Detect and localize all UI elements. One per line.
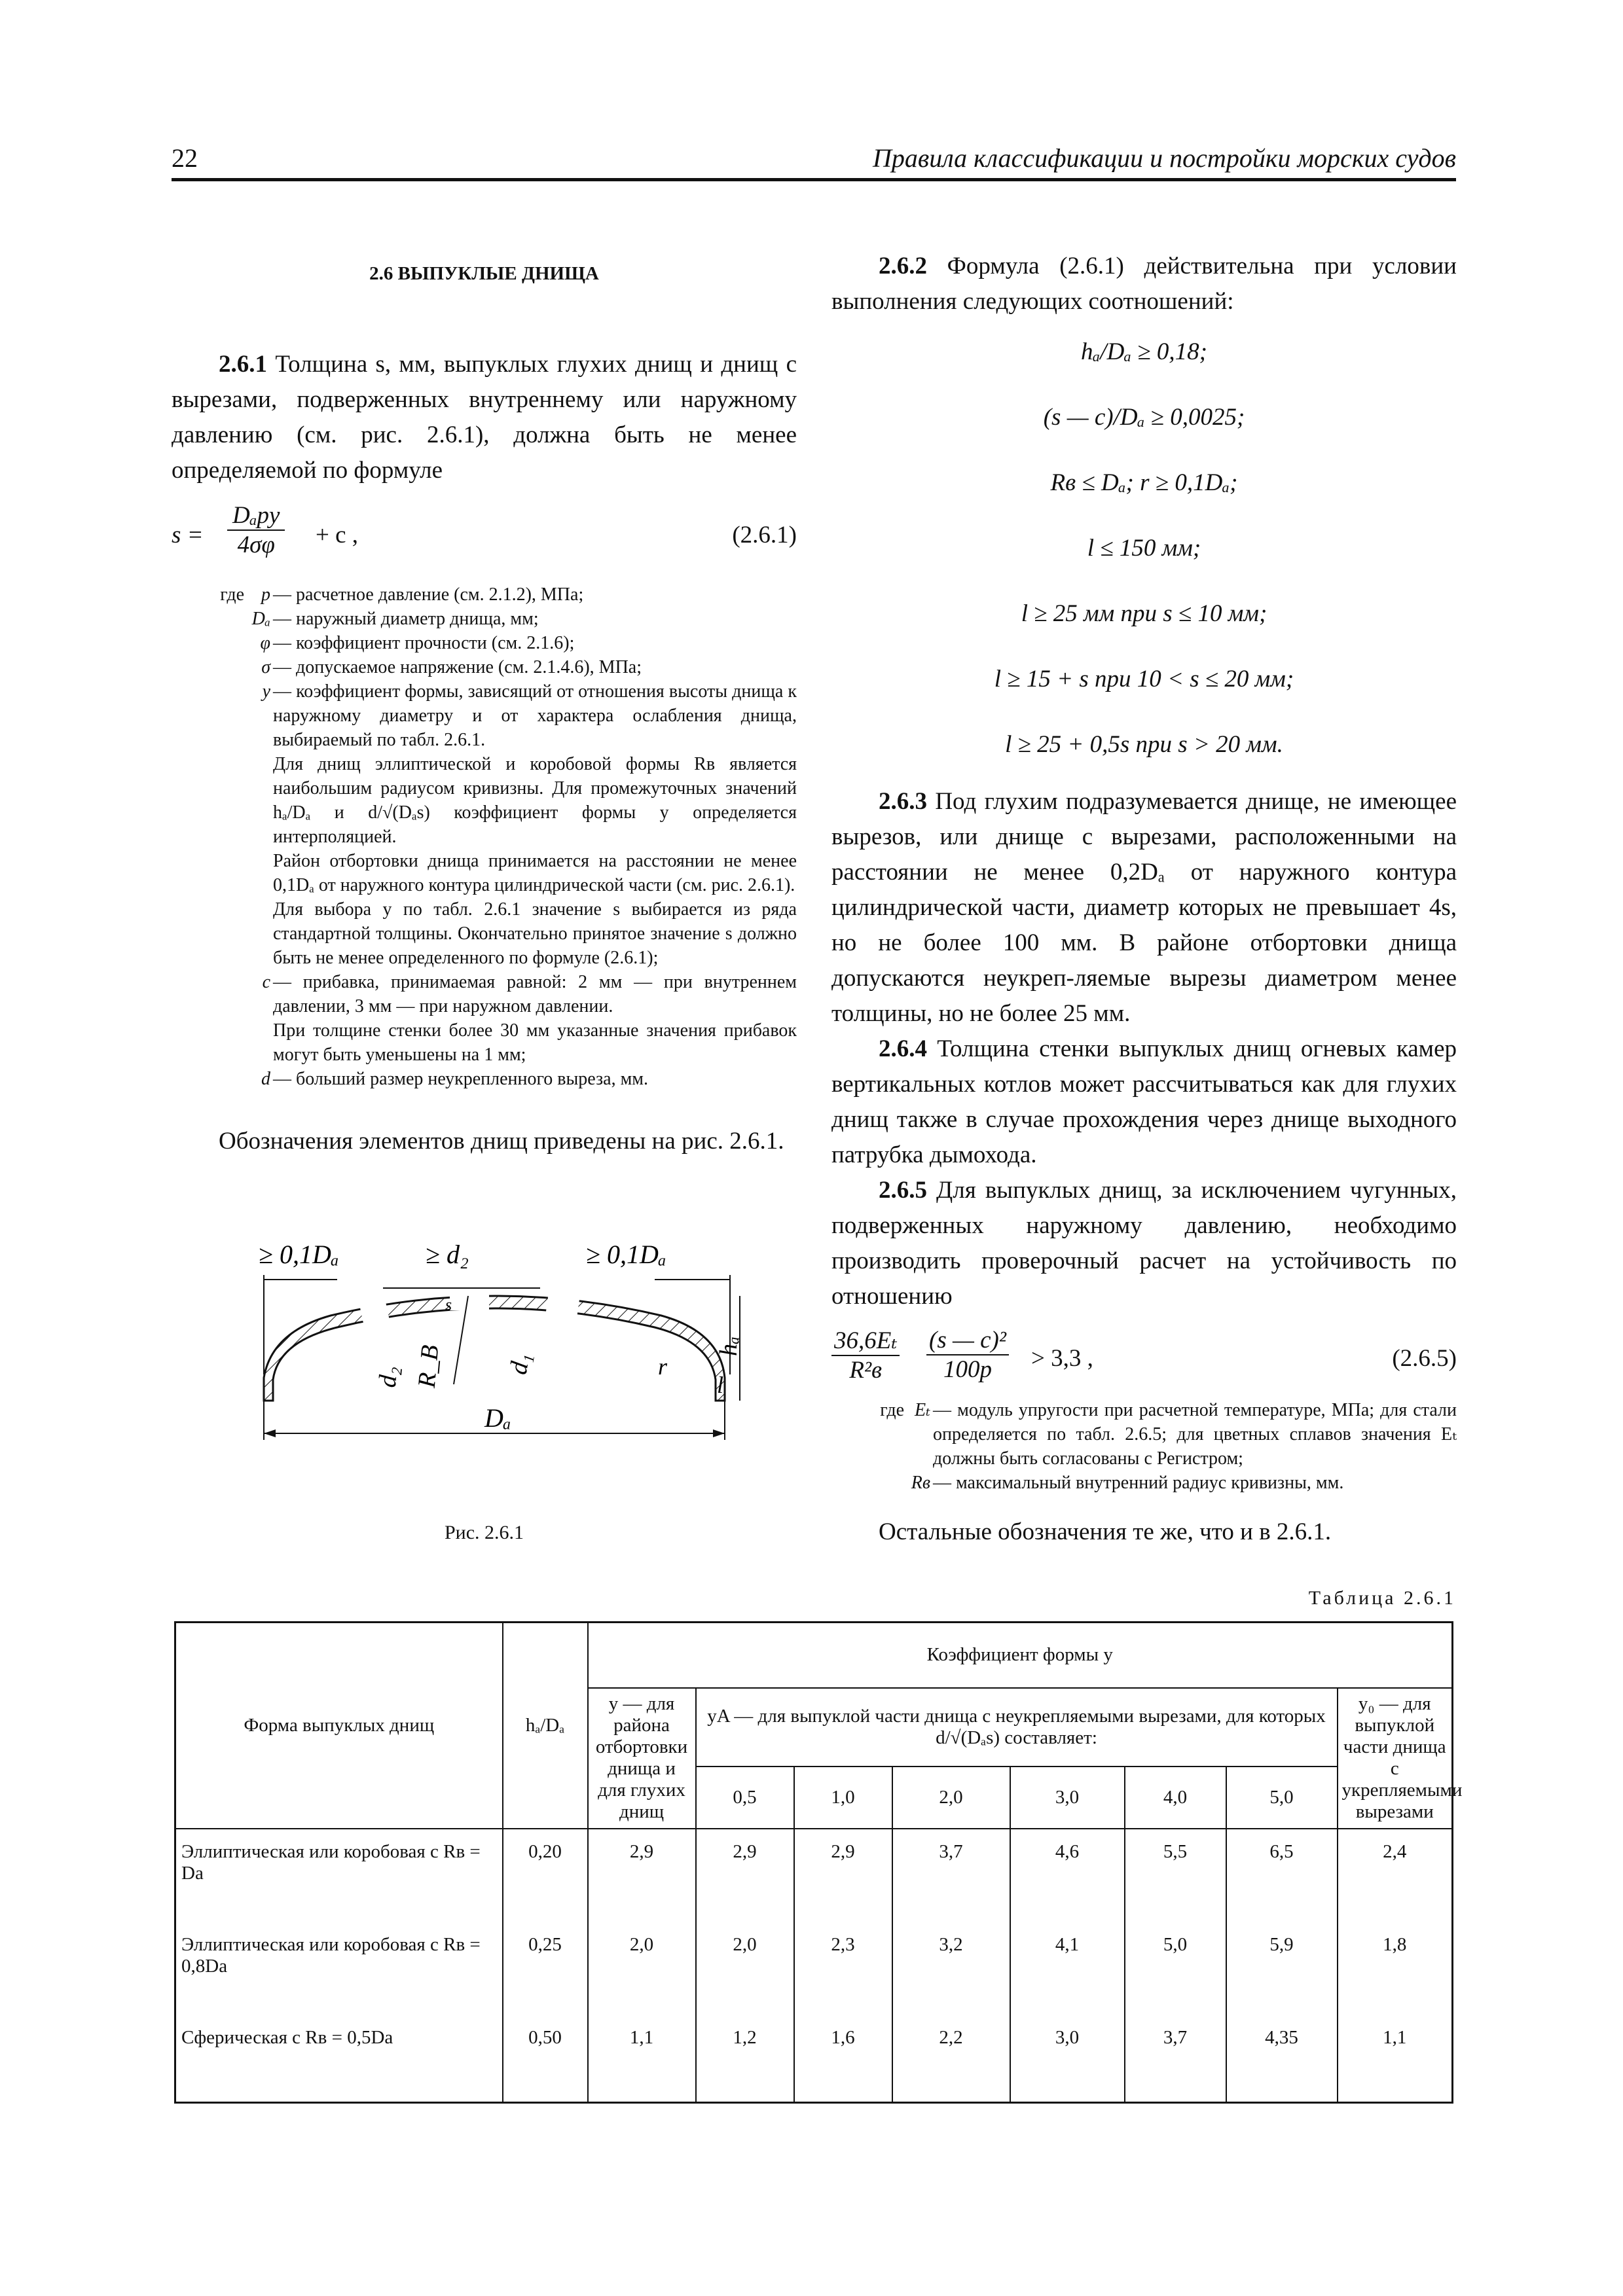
right-column	[831, 249, 1457, 1550]
header-ratio: hₐ/Dₐ	[503, 1623, 588, 1829]
cell-ya: 6,5	[1226, 1829, 1338, 1922]
formula-relation: > 3,3 ,	[1031, 1345, 1093, 1372]
legend-text: Район отбортовки днища принимается на расстоянии не менее 0,1Dₐ от наружного контура цилиндрической части (см. рис. 2.6.1).	[273, 851, 797, 895]
legend-symbol: Dₐ	[251, 609, 270, 629]
condition-item: (s — c)/Dₐ ≥ 0,0025;	[1043, 404, 1245, 431]
header-y: y — для района отбортовки днища и для глухих днищ	[588, 1688, 696, 1829]
dim-label-top-mid: ≥ d₂	[426, 1240, 469, 1269]
formula-fraction	[227, 501, 285, 559]
formula-numerator: 36,6Eₜ	[831, 1326, 900, 1356]
legend-lead-group	[831, 1471, 933, 1495]
legend-lead	[179, 631, 244, 655]
formula-fraction-1	[831, 1326, 900, 1384]
paragraph-2-6-4	[831, 1031, 1457, 1173]
shape-coefficient-table	[174, 1621, 1463, 2104]
legend-symbol	[244, 752, 273, 849]
header-ratio-value: 0,5	[696, 1767, 794, 1829]
cutout-top	[450, 1291, 489, 1310]
legend-text: — коэффициент прочности (см. 2.1.6);	[273, 633, 575, 653]
cell-ya: 4,6	[1010, 1829, 1125, 1922]
paragraph-text: Толщина стенки выпуклых днищ огневых камер вертикальных котлов может рассчитываться как для глухих днищ также в случае прохождения через днище выходного патрубка дымохода.	[831, 1035, 1457, 1168]
head-section	[264, 1296, 725, 1401]
left-column	[172, 249, 797, 1159]
legend-lead-group	[172, 583, 273, 607]
legend-lead-group	[172, 897, 273, 970]
cell-form: Эллиптическая или коробовая с Rв = Dа	[175, 1829, 503, 1922]
cell-y0: 2,4	[1338, 1829, 1453, 1922]
legend-item	[172, 655, 797, 679]
formula-numerator: Dₐpy	[227, 501, 285, 531]
formula-denominator: R²в	[849, 1357, 883, 1384]
header-ratio-value: 5,0	[1226, 1767, 1338, 1829]
paragraph-text: Формула (2.6.1) действительна при условии выполнения следующих соотношений:	[831, 253, 1457, 315]
rb-label: R_B	[412, 1344, 445, 1390]
cell-ratio: 0,50	[503, 2015, 588, 2103]
legend-symbol: σ	[261, 657, 270, 677]
legend-lead: где	[220, 584, 244, 605]
r-label: r	[658, 1354, 668, 1380]
cell-ratio: 0,25	[503, 1922, 588, 2015]
legend-text: — больший размер неукрепленного выреза, мм.	[273, 1069, 649, 1089]
legend-lead-group	[172, 1018, 273, 1067]
legend-lead	[179, 1018, 244, 1067]
legend-text: Для днищ эллиптической и коробовой формы Rв является наибольшим радиусом кривизны. Для промежуточных значений hₐ/Dₐ и d/√(Dₐs) коэффициент формы y определяется интерполяцией.	[273, 754, 797, 847]
formula-numerator: (s — c)²	[926, 1326, 1009, 1355]
legend-lead	[179, 1067, 244, 1091]
table-row	[175, 2015, 1453, 2103]
formula-denominator: 4σφ	[237, 531, 275, 558]
formula-number: (2.6.1)	[732, 522, 797, 548]
formula-2-6-1	[172, 501, 797, 573]
formula-plus: + c ,	[316, 522, 359, 548]
header-rule	[172, 178, 1456, 181]
legend-lead	[179, 655, 244, 679]
legend-item	[172, 607, 797, 631]
legend-lead-group	[172, 752, 273, 849]
legend-lead	[839, 1471, 904, 1495]
paragraph-number: 2.6.5	[879, 1177, 927, 1204]
legend-symbol: Eₜ	[914, 1400, 930, 1420]
cell-y0: 1,8	[1338, 1922, 1453, 2015]
section-title: 2.6 ВЫПУКЛЫЕ ДНИЩА	[369, 263, 599, 284]
condition-item: hₐ/Dₐ ≥ 0,18;	[1080, 338, 1208, 365]
paragraph-text: Толщина s, мм, выпуклых глухих днищ и днищ с вырезами, подверженных внутреннему или наружному давлению (см. рис. 2.6.1), должна быть не менее определяемой по формуле	[172, 351, 797, 484]
paragraph-2-6-3	[831, 784, 1457, 1031]
legend-item	[172, 752, 797, 849]
header-ratio-value: 1,0	[794, 1767, 892, 1829]
elements-paragraph: Обозначения элементов днищ приведены на рис. 2.6.1.	[219, 1128, 784, 1155]
condition-item: l ≥ 25 мм при s ≤ 10 мм;	[1021, 600, 1267, 627]
legend-item	[172, 1067, 797, 1091]
legend-lead-group	[172, 970, 273, 1018]
page-number: 22	[172, 143, 198, 173]
cell-ya: 3,0	[1010, 2015, 1125, 2103]
cell-ya: 5,5	[1125, 1829, 1226, 1922]
cell-ya: 2,0	[696, 1922, 794, 2015]
paragraph-2-6-5	[831, 1173, 1457, 1314]
legend-lead-group	[172, 849, 273, 897]
conditions-list	[831, 319, 1457, 778]
cell-ya: 3,7	[892, 1829, 1010, 1922]
cell-ya: 4,35	[1226, 2015, 1338, 2103]
paragraph-number: 2.6.2	[879, 253, 927, 279]
legend-text: — модуль упругости при расчетной температуре, МПа; для стали определяется по табл. 2.6.5; для цветных сплавов значения Eₜ должны быть согласованы с Регистром;	[933, 1400, 1457, 1469]
legend-item	[172, 631, 797, 655]
arrowhead	[264, 1429, 276, 1437]
cutout-d2	[359, 1300, 390, 1331]
header-coefficient: Коэффициент формы y	[588, 1623, 1453, 1688]
legend-item	[172, 849, 797, 897]
paragraph-2-6-2	[831, 249, 1457, 319]
legend-item	[172, 583, 797, 607]
legend-symbol: Rв	[911, 1473, 930, 1493]
header-form: Форма выпуклых днищ	[175, 1623, 503, 1829]
legend-item	[172, 970, 797, 1018]
cell-ya: 5,0	[1125, 1922, 1226, 2015]
formula-legend	[172, 583, 797, 1091]
thickness-label: s	[445, 1295, 452, 1314]
cell-ya: 4,1	[1010, 1922, 1125, 2015]
header-ratio-value: 2,0	[892, 1767, 1010, 1829]
cell-ya: 2,9	[794, 1829, 892, 1922]
legend-symbol: d	[261, 1069, 270, 1089]
legend-lead	[179, 752, 244, 849]
legend-symbol: p	[261, 584, 270, 605]
paragraph-number: 2.6.1	[219, 351, 267, 378]
cell-ya: 2,2	[892, 2015, 1010, 2103]
legend-lead-group	[172, 679, 273, 752]
legend-lead: где	[880, 1400, 904, 1420]
cell-ya: 2,9	[696, 1829, 794, 1922]
dim-label-top-left: ≥ 0,1Dₐ	[259, 1240, 339, 1269]
table-row	[175, 1829, 1453, 1922]
l-label: l	[717, 1372, 724, 1398]
legend-text: — прибавка, принимаемая равной: 2 мм — при внутреннем давлении, 3 мм — при наружном давлении.	[273, 972, 797, 1016]
da-label: Dₐ	[484, 1403, 511, 1433]
formula-number: (2.6.5)	[1392, 1345, 1457, 1372]
cell-ya: 3,2	[892, 1922, 1010, 2015]
cell-ya: 2,3	[794, 1922, 892, 2015]
header-ratio-value: 4,0	[1125, 1767, 1226, 1829]
legend-lead	[179, 970, 244, 1018]
cell-form: Эллиптическая или коробовая с Rв = 0,8Dа	[175, 1922, 503, 2015]
dim-label-top-right: ≥ 0,1Dₐ	[586, 1240, 666, 1269]
paragraph-text: Под глухим подразумевается днище, не имеющее вырезов, или днище с вырезами, расположенными на расстоянии не менее 0,2Dₐ от наружного контура цилиндрической части, диаметр которых не превышает 4s, но не более 100 мм. В районе отбортовки днища допускаются неукреп-ляемые вырезы диаметром менее толщины, но не более 25 мм.	[831, 788, 1457, 1027]
legend-symbol	[244, 1018, 273, 1067]
cell-ya: 1,2	[696, 2015, 794, 2103]
cell-y: 1,1	[588, 2015, 696, 2103]
legend-lead-group	[172, 655, 273, 679]
legend-item	[172, 1018, 797, 1067]
legend-symbol: c	[262, 972, 270, 992]
cell-form: Сферическая с Rв = 0,5Dа	[175, 2015, 503, 2103]
legend-lead	[179, 897, 244, 970]
closing-paragraph: Остальные обозначения те же, что и в 2.6.1.	[879, 1518, 1332, 1545]
arrowhead	[713, 1429, 725, 1437]
legend-item	[172, 679, 797, 752]
header-y0: y₀ — для выпуклой части днища с укрепляемыми вырезами	[1338, 1688, 1453, 1829]
condition-item: l ≤ 150 мм;	[1087, 535, 1201, 562]
legend-text: — максимальный внутренний радиус кривизны, мм.	[933, 1473, 1344, 1493]
legend-text: — коэффициент формы, зависящий от отношения высоты днища к наружному диаметру и от характера ослабления днища, выбираемый по табл. 2.6.1.	[273, 681, 797, 750]
formula-legend-2	[831, 1398, 1457, 1495]
header-ya: yA — для выпуклой части днища с неукрепляемыми вырезами, для которых d/√(Dₐs) составляет:	[696, 1688, 1338, 1767]
paragraph-2-6-1	[172, 347, 797, 488]
header-ratio-value: 3,0	[1010, 1767, 1125, 1829]
legend-symbol	[244, 849, 273, 897]
table-caption: Таблица 2.6.1	[1308, 1587, 1456, 1609]
paragraph-text: Для выпуклых днищ, за исключением чугунных, подверженных наружному давлению, необходимо производить проверочный расчет на устойчивость по отношению	[831, 1177, 1457, 1310]
cutout-d1	[545, 1294, 580, 1321]
legend-lead	[179, 849, 244, 897]
legend-lead-group	[172, 631, 273, 655]
legend-item	[172, 897, 797, 970]
legend-item	[831, 1398, 1457, 1471]
legend-item	[831, 1471, 1457, 1495]
formula-lhs: s =	[172, 522, 204, 548]
legend-text: — наружный диаметр днища, мм;	[273, 609, 539, 629]
figure-caption: Рис. 2.6.1	[444, 1522, 524, 1543]
cell-ya: 5,9	[1226, 1922, 1338, 2015]
cell-y0: 1,1	[1338, 2015, 1453, 2103]
paragraph-number: 2.6.4	[879, 1035, 927, 1062]
legend-text: Для выбора y по табл. 2.6.1 значение s выбирается из ряда стандартной толщины. Окончательно принятое значение s должно быть не менее определенного по формуле (2.6.1);	[273, 899, 797, 968]
legend-text: При толщине стенки более 30 мм указанные значения прибавок могут быть уменьшены на 1 мм;	[273, 1020, 797, 1065]
table-row	[175, 1922, 1453, 2015]
d1-label: d₁	[504, 1351, 536, 1377]
legend-symbol: φ	[260, 633, 270, 653]
legend-lead	[179, 679, 244, 752]
formula-2-6-5	[831, 1326, 1457, 1398]
formula-denominator: 100p	[943, 1356, 992, 1383]
condition-item: Rв ≤ Dₐ; r ≥ 0,1Dₐ;	[1050, 469, 1238, 496]
head-diagram	[259, 1237, 743, 1486]
formula-fraction-2	[926, 1326, 1009, 1384]
legend-lead-group	[172, 1067, 273, 1091]
legend-lead-group	[831, 1398, 933, 1471]
legend-text: — допускаемое напряжение (см. 2.1.4.6), МПа;	[273, 657, 642, 677]
legend-text: — расчетное давление (см. 2.1.2), МПа;	[273, 584, 584, 605]
paragraph-number: 2.6.3	[879, 788, 927, 815]
cell-y: 2,0	[588, 1922, 696, 2015]
legend-symbol	[244, 897, 273, 970]
cell-y: 2,9	[588, 1829, 696, 1922]
ha-label: hₐ	[715, 1336, 742, 1356]
cell-ya: 3,7	[1125, 2015, 1226, 2103]
running-title: Правила классификации и постройки морских судов	[872, 143, 1456, 173]
condition-item: l ≥ 15 + s при 10 < s ≤ 20 мм;	[994, 666, 1294, 692]
cell-ya: 1,6	[794, 2015, 892, 2103]
legend-lead	[179, 607, 244, 631]
legend-symbol: y	[262, 681, 270, 702]
condition-item: l ≥ 25 + 0,5s при s > 20 мм.	[1005, 731, 1283, 758]
cell-ratio: 0,20	[503, 1829, 588, 1922]
d2-label: d₂	[373, 1365, 403, 1389]
figure-2-6-1	[259, 1237, 743, 1486]
legend-lead-group	[172, 607, 273, 631]
